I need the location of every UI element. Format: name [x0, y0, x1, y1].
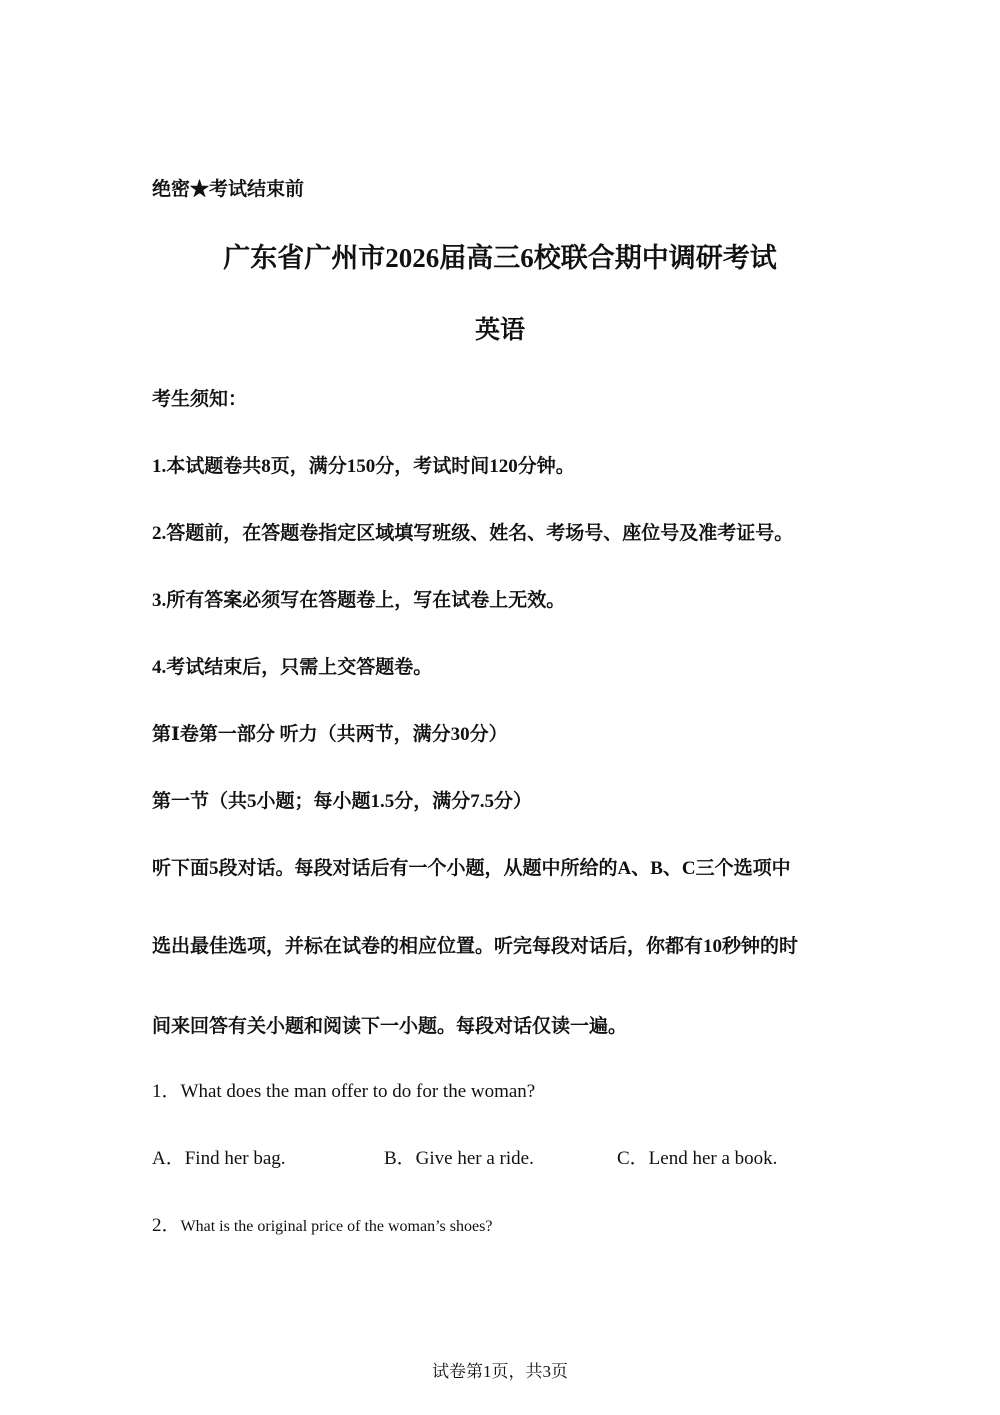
instruction-line-2: 选出最佳选项，并标在试卷的相应位置。听完每段对话后，你都有10秒钟的时	[152, 936, 799, 957]
notice-item-3: 3.所有答案必须写在答题卷上，写在试卷上无效。	[152, 590, 566, 611]
page-footer: 试卷第1页，共3页	[432, 1362, 568, 1381]
question-number: 2．	[152, 1215, 181, 1236]
exam-title: 广东省广州市2026届高三6校联合期中调研考试	[223, 243, 777, 273]
question-1	[152, 1076, 535, 1103]
notice-item-2: 2.答题前，在答题卷指定区域填写班级、姓名、考场号、座位号及准考证号。	[152, 523, 794, 544]
part-heading: 第Ⅰ卷第一部分 听力（共两节，满分30分）	[152, 724, 508, 745]
option-a: A．Find her bag.	[152, 1148, 286, 1169]
option-c: C．Lend her a book.	[617, 1148, 778, 1169]
instruction-line-3: 间来回答有关小题和阅读下一小题。每段对话仅读一遍。	[152, 1016, 628, 1037]
question-2	[152, 1210, 492, 1237]
notice-item-1: 1.本试题卷共8页，满分150分，考试时间120分钟。	[152, 456, 575, 477]
notice-item-4: 4.考试结束后，只需上交答题卷。	[152, 657, 433, 678]
question-number: 1．	[152, 1081, 181, 1102]
question-text: What is the original price of the woman’s shoes?	[180, 1218, 493, 1235]
subject-title: 英语	[474, 317, 525, 344]
notice-heading: 考生须知：	[152, 389, 248, 410]
option-b: B．Give her a ride.	[384, 1148, 534, 1169]
secrecy-label: 绝密★考试结束前	[152, 179, 305, 200]
question-text: What does the man offer to do for the woman?	[180, 1081, 536, 1102]
section-heading: 第一节（共5小题；每小题1.5分，满分7.5分）	[152, 791, 533, 812]
instruction-line-1: 听下面5段对话。每段对话后有一个小题，从题中所给的A、B、C三个选项中	[152, 858, 791, 879]
